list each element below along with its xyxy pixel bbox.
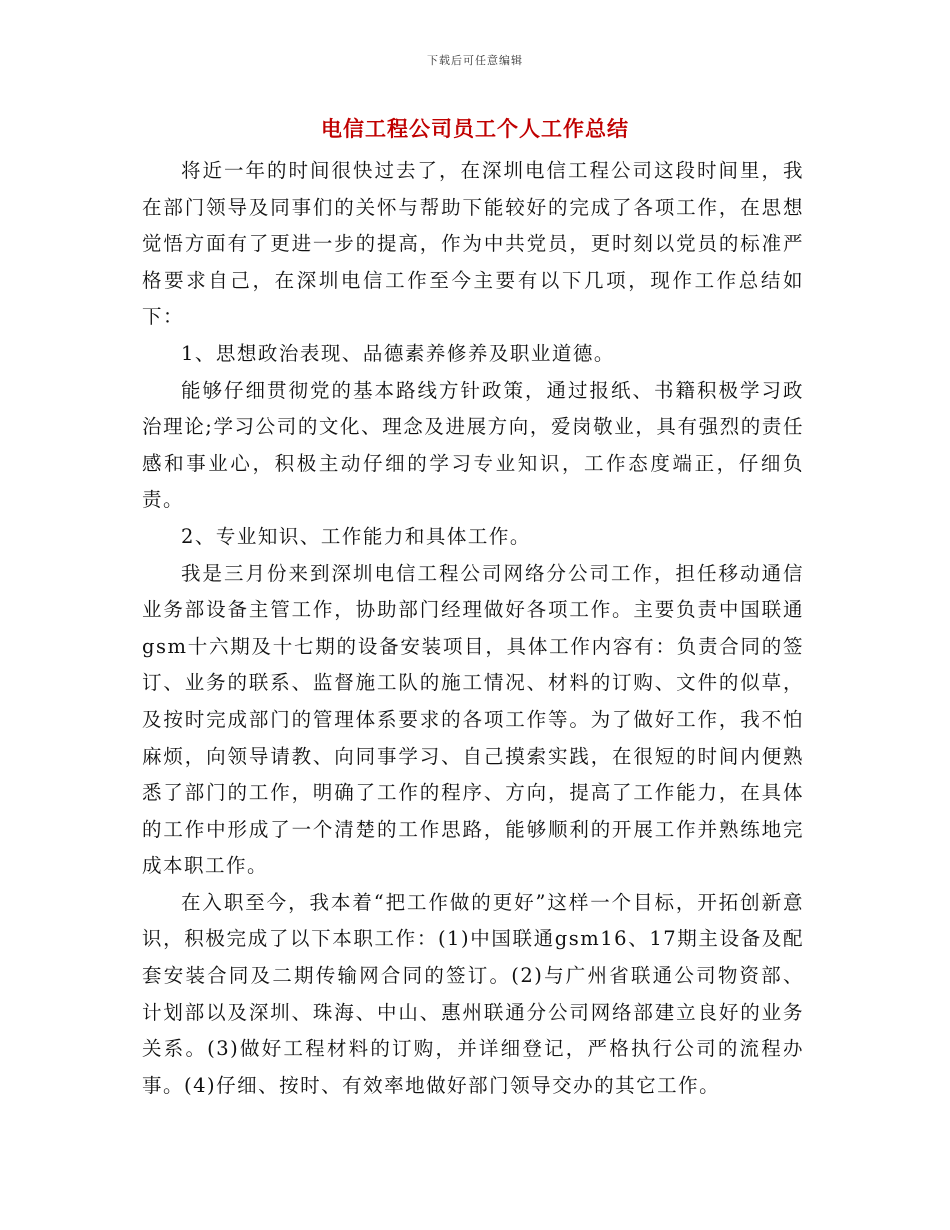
paragraph-intro: 将近一年的时间很快过去了，在深圳电信工程公司这段时间里，我在部门领导及同事们的关怀与帮助下能较好的完成了各项工作，在思想觉悟方面有了更进一步的提高，作为中共党员，更时刻以党员的标准严格要求自己，在深圳电信工作至今主要有以下几项，现作工作总结如下： bbox=[142, 159, 804, 329]
document-body bbox=[142, 153, 804, 1104]
paragraph-political: 能够仔细贯彻党的基本路线方针政策，通过报纸、书籍积极学习政治理论;学习公司的文化、理念及进展方向，爱岗敬业，具有强烈的责任感和事业心，积极主动仔细的学习专业知识，工作态度端正，仔细负责。 bbox=[142, 378, 804, 512]
paragraph-achievements: 在入职至今，我本着“把工作做的更好”这样一个目标，开拓创新意识，积极完成了以下本职工作：(1)中国联通gsm16、17期主设备及配套安装合同及二期传输网合同的签订。(2)与广州省联通公司物资部、计划部以及深圳、珠海、中山、惠州联通分公司网络部建立良好的业务关系。(3)做好工程材料的订购，并详细登记，严格执行公司的流程办事。(4)仔细、按时、有效率地做好部门领导交办的其它工作。 bbox=[142, 890, 804, 1097]
document-title: 电信工程公司员工个人工作总结 bbox=[321, 116, 629, 141]
section-heading-2: 2、专业知识、工作能力和具体工作。 bbox=[181, 524, 531, 548]
header-note: 下载后可任意编辑 bbox=[427, 54, 523, 67]
section-heading-1: 1、思想政治表现、品德素养修养及职业道德。 bbox=[181, 341, 615, 365]
paragraph-work-duties: 我是三月份来到深圳电信工程公司网络分公司工作，担任移动通信业务部设备主管工作，协助部门经理做好各项工作。主要负责中国联通gsm十六期及十七期的设备安装项目，具体工作内容有：负责合同的签订、业务的联系、监督施工队的施工情况、材料的订购、文件的似草，及按时完成部门的管理体系要求的各项工作等。为了做好工作，我不怕麻烦，向领导请教、向同事学习、自己摸索实践，在很短的时间内便熟悉了部门的工作，明确了工作的程序、方向，提高了工作能力，在具体的工作中形成了一个清楚的工作思路，能够顺利的开展工作并熟练地完成本职工作。 bbox=[142, 561, 804, 878]
